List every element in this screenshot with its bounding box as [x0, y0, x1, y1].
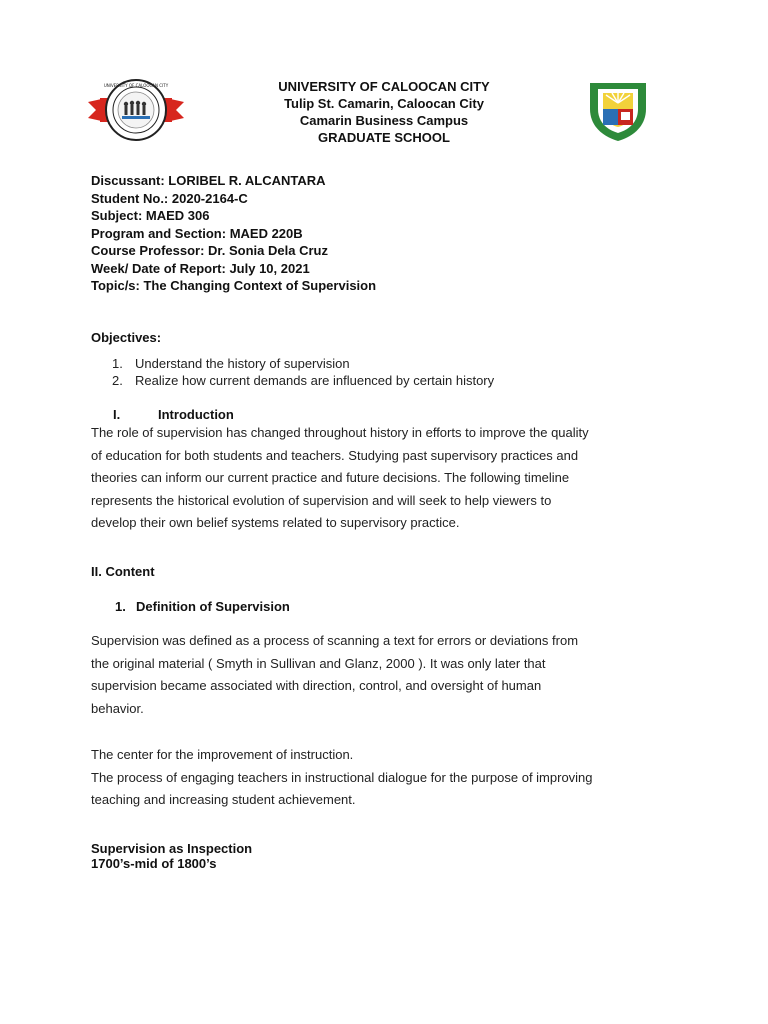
- report-info: [91, 172, 376, 295]
- definition-heading: Definition of Supervision: [136, 599, 290, 614]
- paragraph-line: the original material ( Smyth in Sullivan and Glanz, 2000 ). It was only later that: [91, 655, 546, 671]
- school-name: GRADUATE SCHOOL: [318, 130, 450, 145]
- list-number: 2.: [112, 373, 123, 388]
- paragraph-line: The center for the improvement of instruction.: [91, 747, 354, 762]
- university-address: Tulip St. Camarin, Caloocan City: [284, 96, 484, 111]
- list-text: Understand the history of supervision: [135, 356, 350, 371]
- section-title: Supervision as Inspection: [91, 841, 253, 856]
- definition-number: 1.: [115, 599, 126, 614]
- course-professor: Course Professor: Dr. Sonia Dela Cruz: [91, 243, 328, 258]
- objectives-heading: Objectives:: [91, 330, 162, 345]
- paragraph-line: develop their own belief systems related to supervisory practice.: [91, 515, 460, 531]
- definition-paragraph: [91, 630, 691, 720]
- paragraph-line: teaching and increasing student achievement.: [91, 792, 356, 808]
- improvement-paragraph: [91, 744, 691, 812]
- program-section: Program and Section: MAED 220B: [91, 225, 303, 241]
- intro-paragraph: [91, 422, 691, 535]
- paragraph-line: theories can inform our current practice and future decisions. The following timeline: [91, 470, 570, 486]
- university-name: UNIVERSITY OF CALOOCAN CITY: [278, 79, 490, 94]
- content-heading: II. Content: [91, 564, 155, 579]
- report-date: Week/ Date of Report: July 10, 2021: [91, 260, 310, 276]
- paragraph-line: of education for both students and teachers. Studying past supervisory practices and: [91, 447, 579, 463]
- list-text: Realize how current demands are influenced by certain history: [135, 373, 495, 388]
- list-number: 1.: [112, 356, 123, 371]
- discussant: Discussant: LORIBEL R. ALCANTARA: [91, 173, 326, 188]
- paragraph-line: Supervision was defined as a process of scanning a text for errors or deviations from: [91, 633, 579, 648]
- subject: Subject: MAED 306: [91, 208, 210, 223]
- intro-heading: Introduction: [158, 407, 234, 422]
- student-no: Student No.: 2020-2164-C: [91, 190, 248, 206]
- topic: Topic/s: The Changing Context of Supervision: [91, 278, 377, 293]
- section-period: 1700’s-mid of 1800’s: [91, 856, 217, 871]
- intro-number: I.: [113, 407, 121, 422]
- paragraph-line: behavior.: [91, 700, 144, 716]
- paragraph-line: The role of supervision has changed throughout history in efforts to improve the quality: [91, 425, 589, 440]
- campus-name: Camarin Business Campus: [299, 113, 469, 128]
- paragraph-line: The process of engaging teachers in instructional dialogue for the purpose of improving: [91, 769, 593, 785]
- paragraph-line: supervision became associated with direction, control, and oversight of human: [91, 678, 542, 694]
- paragraph-line: represents the historical evolution of supervision and will seek to help viewers to: [91, 492, 552, 508]
- svg-text:UNIVERSITY OF CALOOCAN CITY: UNIVERSITY OF CALOOCAN CITY: [103, 83, 169, 88]
